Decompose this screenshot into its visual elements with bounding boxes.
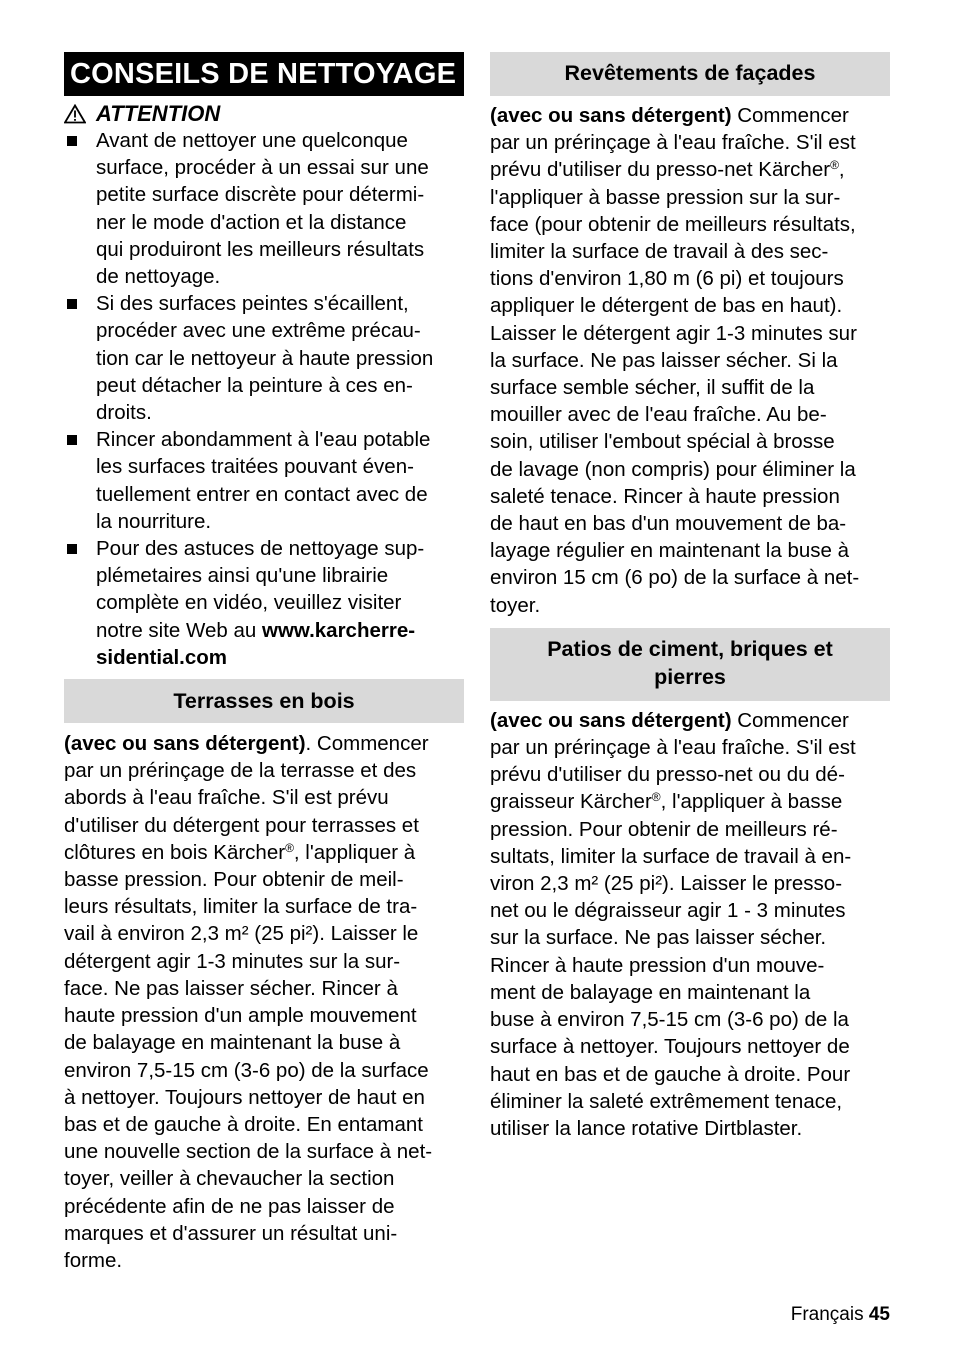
- footer-language: Français: [790, 1304, 864, 1325]
- right-column: [490, 52, 890, 1142]
- section-title-patios: Patios de ciment, briques et pierres: [490, 628, 890, 701]
- attention-label: ATTENTION: [96, 101, 221, 126]
- website-link[interactable]: www.karcherre- sidential.com: [96, 618, 416, 669]
- section-title-terrasses: Terrasses en bois: [64, 679, 464, 723]
- attention-heading: [64, 101, 464, 127]
- paragraph-patios: (avec ou sans détergent) Commencer par un prérinçage à l'eau fraîche. S'il est prévu d'utiliser du presso-net ou du dé- graisseur Kärcher®, l'appliquer à basse pression. Pour obtenir de meilleurs ré- sultats, limiter la surface de travail à en- viron 2,3 m² (25 pi²). Laisser le presso- net ou le dégraisseur agir 1 - 3 minutes sur la surface. Ne pas laisser sécher. Rincer à haute pression d'un mouve- ment de balayage en maintenant la buse à environ 7,5-15 cm (3-6 po) de la surface à nettoyer. Toujours nettoyer de haut en bas et de gauche à droite. Pour éliminer la saleté extrêmement tenace, utiliser la lance rotative Dirtblaster.: [490, 708, 856, 1140]
- attention-list: [64, 127, 464, 671]
- page-number: 45: [868, 1304, 890, 1325]
- paragraph-terrasses: (avec ou sans détergent). Commencer par un prérinçage de la terrasse et des abords à l'eau fraîche. S'il est prévu d'utiliser du détergent pour terrasses et clôtures en bois Kärcher®, l'appliquer à basse pression. Pour obtenir de meil- leurs résultats, limiter la surface de tra- vail à environ 2,3 m² (25 pi²). Laisser le détergent agir 1-3 minutes sur la sur- face. Ne pas laisser sécher. Rincer à haute pression d'un ample mouvement de balayage en maintenant la buse à environ 7,5-15 cm (3-6 po) de la surface à nettoyer. Toujours nettoyer de haut en bas et de gauche à droite. En entamant une nouvelle section de la surface à net- toyer, veiller à chevaucher la section précédente afin de ne pas laisser de marques et d'assurer un résultat uni- forme.: [64, 732, 433, 1272]
- warning-triangle-icon: [64, 104, 86, 124]
- left-column: [64, 52, 464, 1274]
- square-bullet-icon: [67, 435, 77, 445]
- list-item: Pour des astuces de nettoyage sup- plémetaires ainsi qu'une librairie complète en vidéo, veuillez visiter notre site Web au www.karcherre- sidential.com: [64, 535, 464, 671]
- paragraph-revetements: (avec ou sans détergent) Commencer par un prérinçage à l'eau fraîche. S'il est prévu d'utiliser du presso-net Kärcher®, l'appliquer à basse pression sur la sur- face (pour obtenir de meilleurs résultats, limiter la surface de travail à des sec- tions d'environ 1,80 m (6 pi) et toujours appliquer le détergent de bas en haut). Laisser le détergent agir 1-3 minutes sur la surface. Ne pas laisser sécher. Si la surface semble sécher, il suffit de la mouiller avec de l'eau fraîche. Au be- soin, utiliser l'embout spécial à brosse de lavage (non compris) pour éliminer la saleté tenace. Rincer à haute pression de haut en bas d'un mouvement de ba- layage régulier en maintenant la buse à environ 15 cm (6 po) de la surface à net- toyer.: [490, 104, 860, 617]
- page-title: CONSEILS DE NETTOYAGE: [64, 52, 464, 96]
- page-footer: [791, 1303, 890, 1327]
- square-bullet-icon: [67, 299, 77, 309]
- square-bullet-icon: [67, 544, 77, 554]
- list-item: Si des surfaces peintes s'écaillent, procéder avec une extrême précau- tion car le nettoyeur à haute pression peut détacher la peinture à ces en- droits.: [64, 290, 464, 426]
- square-bullet-icon: [67, 136, 77, 146]
- list-item: Avant de nettoyer une quelconque surface, procéder à un essai sur une petite surface discrète pour détermi- ner le mode d'action et la distance qui produiront les meilleurs résultats de nettoyage.: [64, 127, 464, 290]
- section-title-revetements: Revêtements de façades: [490, 52, 890, 96]
- list-item: Rincer abondamment à l'eau potable les surfaces traitées pouvant éven- tuellement entrer en contact avec de la nourriture.: [64, 426, 464, 535]
